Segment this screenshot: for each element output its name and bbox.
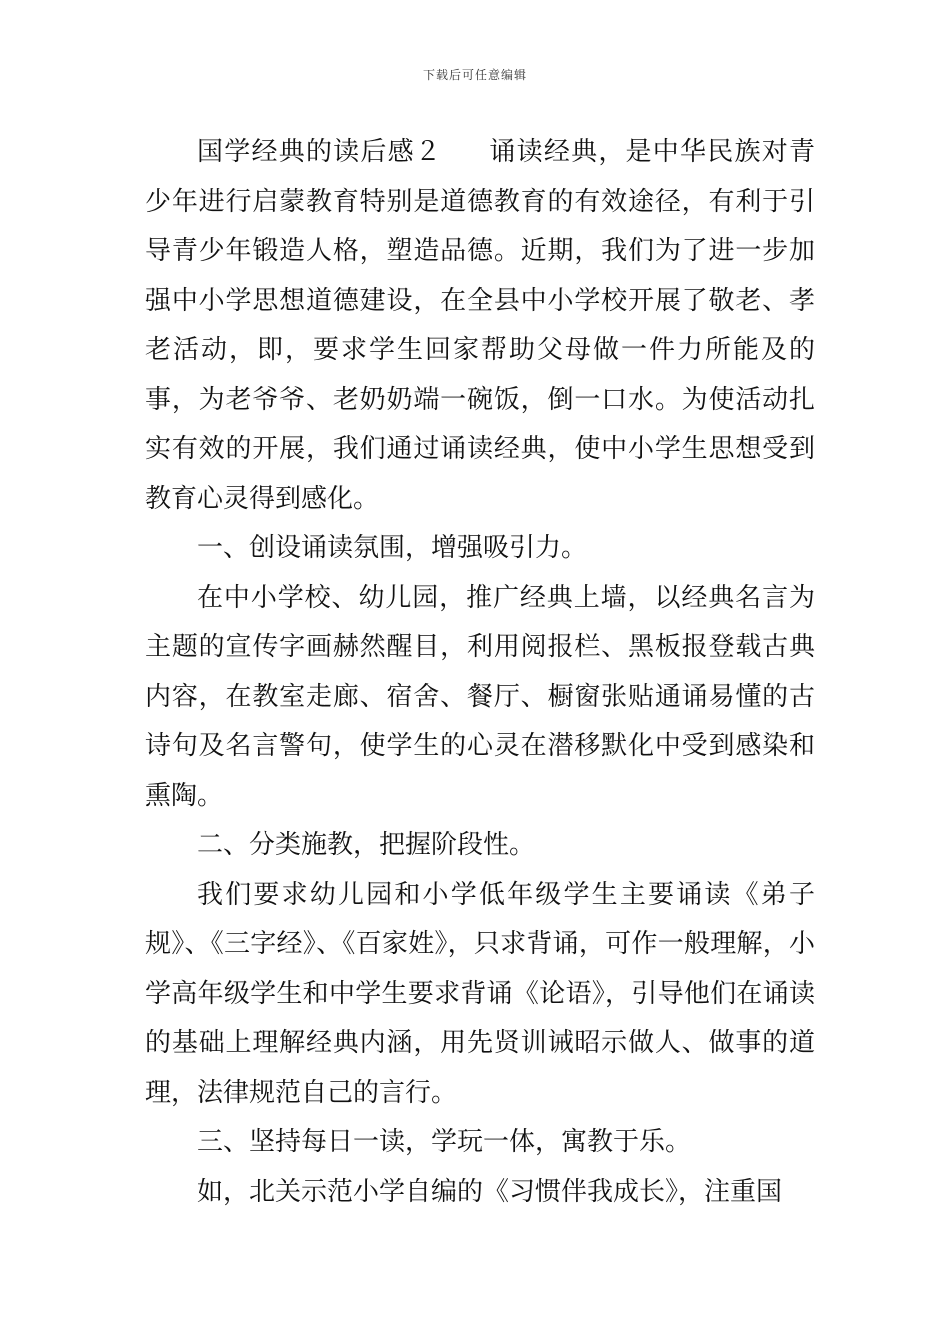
section-body-1: 在中小学校、幼儿园，推广经典上墙，以经典名言为主题的宣传字画赫然醒目，利用阅报栏、黑板报登载古典内容，在教室走廊、宿舍、餐厅、橱窗张贴通诵易懂的古诗句及名言警句，使学生的心灵在潜移默化中受到感染和熏陶。 bbox=[145, 582, 815, 811]
section-heading-3: 三、坚持每日一读，学玩一体，寓教于乐。 bbox=[197, 1127, 692, 1157]
document-body bbox=[145, 128, 815, 1217]
section-heading-1: 一、创设诵读氛围，增强吸引力。 bbox=[197, 533, 588, 563]
page-header-note: 下载后可任意编辑 bbox=[422, 68, 527, 82]
article-title: 国学经典的读后感２ bbox=[197, 137, 443, 167]
section-body-2: 我们要求幼儿园和小学低年级学生主要诵读《弟子规》、《三字经》、《百家姓》，只求背诵，可作一般理解，小学高年级学生和中学生要求背诵《论语》，引导他们在诵读的基础上理解经典内涵，用先贤训诫昭示做人、做事的道理，法律规范自己的言行。 bbox=[145, 879, 815, 1108]
intro-paragraph bbox=[145, 128, 815, 524]
section-heading-2: 二、分类施教，把握阶段性。 bbox=[197, 830, 536, 860]
section-body-3: 如，北关示范小学自编的《习惯伴我成长》，注重国 bbox=[197, 1176, 783, 1207]
intro-text: 诵读经典，是中华民族对青少年进行启蒙教育特别是道德教育的有效途径，有利于引导青少年锻造人格，塑造品德。近期，我们为了进一步加强中小学思想道德建设，在全县中小学校开展了敬老、孝老活动，即，要求学生回家帮助父母做一件力所能及的事，为老爷爷、老奶奶端一碗饭，倒一口水。为使活动扎实有效的开展，我们通过诵读经典，使中小学生思想受到教育心灵得到感化。 bbox=[145, 137, 815, 514]
